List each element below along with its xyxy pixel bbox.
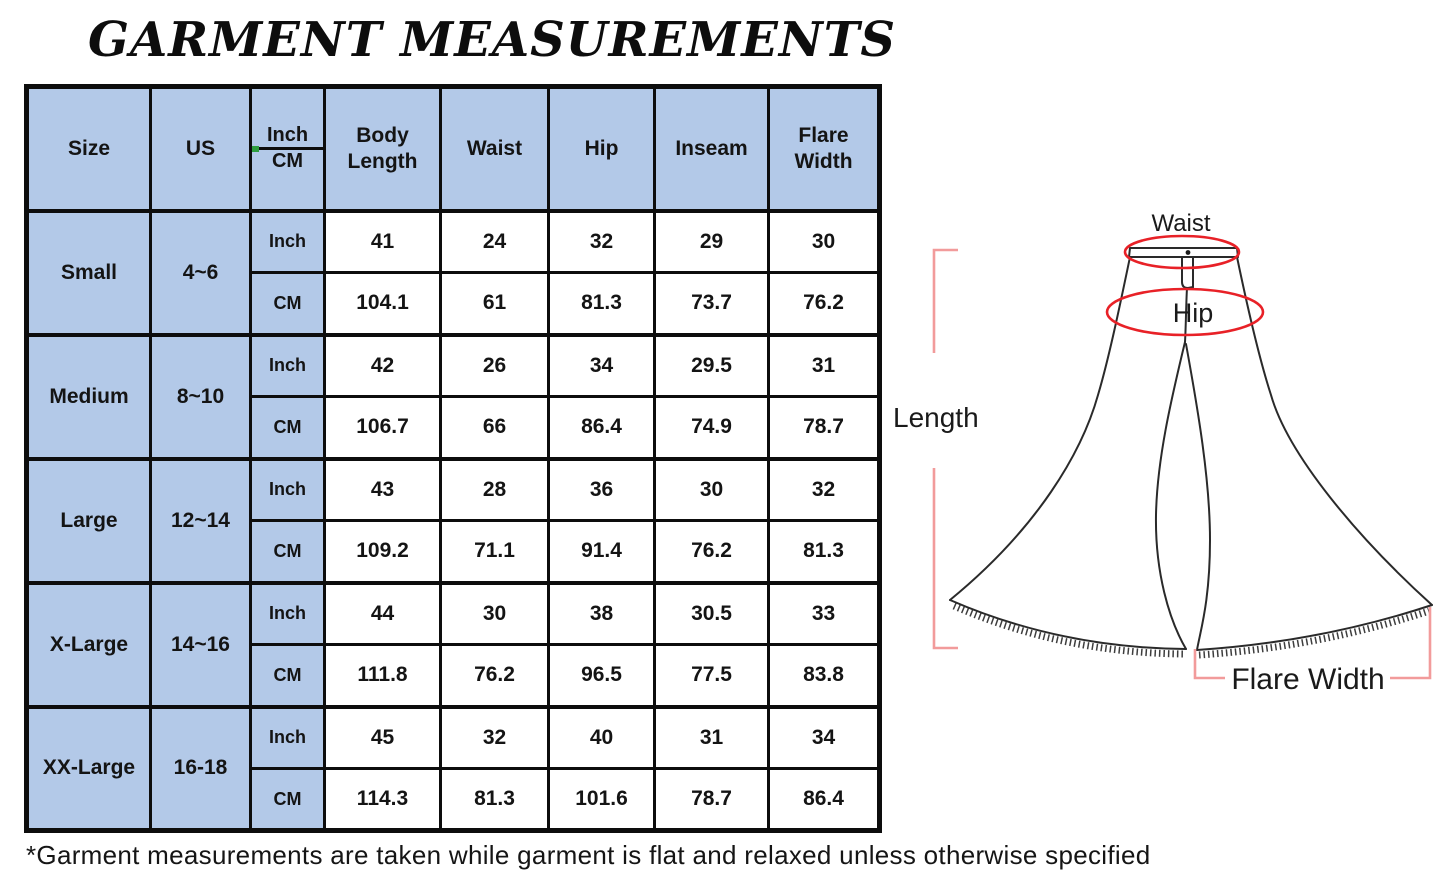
table-row	[27, 211, 880, 273]
cell-value: 24	[441, 211, 549, 273]
flare-width-bracket-right	[1390, 607, 1430, 678]
cell-value: 34	[549, 335, 655, 397]
right-hem	[1197, 605, 1432, 650]
length-label: Length	[893, 402, 979, 433]
cell-value: 34	[769, 707, 880, 769]
cell-value: 86.4	[549, 397, 655, 459]
cell-value: 78.7	[655, 769, 769, 831]
header-size: Size	[27, 87, 151, 211]
header-inseam: Inseam	[655, 87, 769, 211]
cell-value: 96.5	[549, 645, 655, 707]
unit-label-cm: CM	[251, 521, 325, 583]
us-size: 12~14	[151, 459, 251, 583]
cell-value: 111.8	[325, 645, 441, 707]
flare-width-label: Flare Width	[1231, 663, 1385, 696]
cell-value: 32	[441, 707, 549, 769]
cell-value: 42	[325, 335, 441, 397]
waistband	[1129, 248, 1238, 257]
cell-value: 30	[769, 211, 880, 273]
cell-value: 77.5	[655, 645, 769, 707]
cell-value: 41	[325, 211, 441, 273]
header-unit-cm: CM	[271, 150, 304, 173]
unit-label-cm: CM	[251, 273, 325, 335]
garment-measurements-table	[24, 84, 882, 833]
cell-value: 29	[655, 211, 769, 273]
unit-label-inch: Inch	[251, 335, 325, 397]
hip-label: Hip	[1172, 298, 1214, 328]
cell-value: 38	[549, 583, 655, 645]
cell-value: 61	[441, 273, 549, 335]
us-size: 8~10	[151, 335, 251, 459]
table-row	[27, 335, 880, 397]
header-unit	[251, 87, 325, 211]
cell-value: 30.5	[655, 583, 769, 645]
cell-value: 73.7	[655, 273, 769, 335]
table-row	[27, 459, 880, 521]
length-bracket	[934, 250, 958, 648]
header-flare-width: Flare Width	[769, 87, 880, 211]
cell-value: 43	[325, 459, 441, 521]
cell-value: 29.5	[655, 335, 769, 397]
unit-label-cm: CM	[251, 645, 325, 707]
unit-label-inch: Inch	[251, 583, 325, 645]
cell-value: 78.7	[769, 397, 880, 459]
us-size: 16-18	[151, 707, 251, 831]
green-tick-icon	[252, 146, 259, 152]
size-label: Large	[27, 459, 151, 583]
cell-value: 30	[441, 583, 549, 645]
us-size: 4~6	[151, 211, 251, 335]
unit-label-cm: CM	[251, 769, 325, 831]
right-hem-fringe	[1199, 611, 1429, 655]
table-row	[27, 707, 880, 769]
cell-value: 30	[655, 459, 769, 521]
cell-value: 74.9	[655, 397, 769, 459]
cell-value: 40	[549, 707, 655, 769]
header-us: US	[151, 87, 251, 211]
header-hip: Hip	[549, 87, 655, 211]
unit-label-inch: Inch	[251, 707, 325, 769]
flare-pants-illustration	[880, 190, 1445, 710]
cell-value: 91.4	[549, 521, 655, 583]
table-row	[27, 583, 880, 645]
cell-value: 36	[549, 459, 655, 521]
size-label: XX-Large	[27, 707, 151, 831]
waist-button	[1186, 250, 1191, 255]
cell-value: 28	[441, 459, 549, 521]
cell-value: 81.3	[549, 273, 655, 335]
cell-value: 71.1	[441, 521, 549, 583]
flare-pants-diagram	[880, 190, 1445, 710]
right-inner-seam	[1186, 344, 1210, 650]
footnote: *Garment measurements are taken while garment is flat and relaxed unless otherwise specified	[26, 840, 1151, 870]
cell-value: 31	[769, 335, 880, 397]
header-row	[27, 87, 880, 211]
cell-value: 83.8	[769, 645, 880, 707]
cell-value: 26	[441, 335, 549, 397]
cell-value: 76.2	[441, 645, 549, 707]
left-hem	[950, 600, 1186, 649]
fly	[1182, 257, 1193, 288]
us-size: 14~16	[151, 583, 251, 707]
cell-value: 106.7	[325, 397, 441, 459]
size-label: Medium	[27, 335, 151, 459]
unit-label-inch: Inch	[251, 211, 325, 273]
cell-value: 33	[769, 583, 880, 645]
cell-value: 31	[655, 707, 769, 769]
cell-value: 76.2	[655, 521, 769, 583]
cell-value: 44	[325, 583, 441, 645]
unit-label-cm: CM	[251, 397, 325, 459]
size-label: Small	[27, 211, 151, 335]
cell-value: 104.1	[325, 273, 441, 335]
cell-value: 32	[549, 211, 655, 273]
cell-value: 76.2	[769, 273, 880, 335]
cell-value: 81.3	[441, 769, 549, 831]
cell-value: 32	[769, 459, 880, 521]
unit-label-inch: Inch	[251, 459, 325, 521]
cell-value: 81.3	[769, 521, 880, 583]
right-outer-seam	[1237, 257, 1432, 605]
cell-value: 86.4	[769, 769, 880, 831]
waist-label: Waist	[1151, 210, 1211, 237]
cell-value: 109.2	[325, 521, 441, 583]
cell-value: 66	[441, 397, 549, 459]
cell-value: 101.6	[549, 769, 655, 831]
size-label: X-Large	[27, 583, 151, 707]
page-title: GARMENT MEASUREMENTS	[88, 12, 897, 68]
left-inner-seam	[1156, 342, 1186, 649]
header-unit-inch: Inch	[252, 124, 323, 150]
header-waist: Waist	[441, 87, 549, 211]
cell-value: 45	[325, 707, 441, 769]
header-body-length: Body Length	[325, 87, 441, 211]
cell-value: 114.3	[325, 769, 441, 831]
